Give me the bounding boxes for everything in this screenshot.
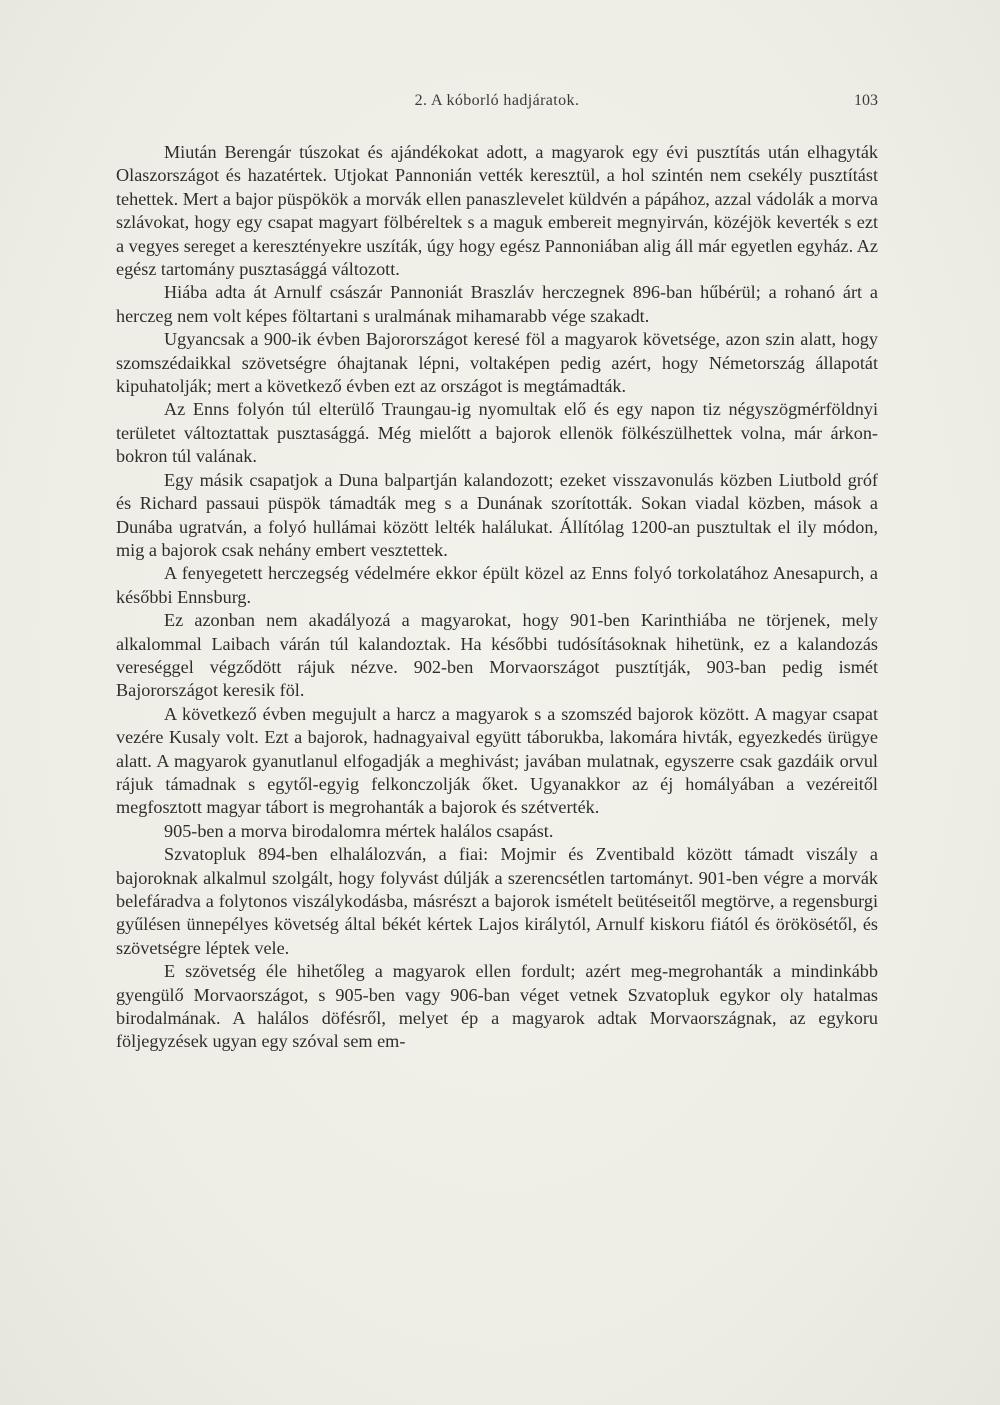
- paragraph: A következő évben megujult a harcz a magyarok s a szomszéd bajorok között. A magyar csapat vezére Kusaly volt. Ezt a bajorok, hadnagyaival együtt táborukba, lakomára hivták, egyezkedés ürügye alatt. A magyarok gyanutlanul elfogadják a meghivást; javában mulatnak, egyszerre csak gazdáik orvul rájuk támadnak s egytől-egyig felkonczolják őket. Ugyanakkor az éj homályában a vezéreitől megfosztott magyar tábort is megrohanták a bajorok és szétverték.: [116, 703, 878, 818]
- paragraph: Egy másik csapatjok a Duna balpartján kalandozott; ezeket visszavonulás közben Liutbold gróf és Richard passaui püspök támadták meg s a Dunának szorították. Sokan viadal közben, mások a Dunába ugratván, a folyó hullámai között lelték halálukat. Állítólag 1200-an pusztultak el ily módon, mig a bajorok csak nehány embert vesztettek.: [116, 469, 878, 560]
- body-text: [116, 141, 878, 1054]
- paragraph: Az Enns folyón túl elterülő Traungau-ig nyomultak elő és egy napon tiz négyszögmérföldnyi területet változtattak pusztasággá. Még mielőtt a bajorok ellenök fölkészülhettek volna, már árkon-bokron túl valának.: [116, 399, 878, 467]
- paragraph: Hiába adta át Arnulf császár Pannoniát Braszláv herczegnek 896-ban hűbérül; a rohanó árt a herczeg nem volt képes föltartani s uralmának mihamarabb vége szakadt.: [116, 282, 878, 326]
- paragraph: Ugyancsak a 900-ik évben Bajorországot keresé föl a magyarok követsége, azon szin alatt, hogy szomszédaikkal szövetségre óhajtanak lépni, voltaképen pedig azért, hogy Németország állapotát kipuhatolják; mert a következő évben ezt az országot is megtámadták.: [116, 329, 878, 397]
- paragraph: A fenyegetett herczegség védelmére ekkor épült közel az Enns folyó torkolatához Anesapurch, a későbbi Ennsburg.: [116, 563, 878, 607]
- page-number: 103: [854, 92, 878, 109]
- paragraph: E szövetség éle hihetőleg a magyarok ellen fordult; azért meg-megrohanták a mindinkább gyengülő Morvaországot, s 905-ben vagy 906-ban véget vetnek Szvatopluk egykor oly hatalmas birodalmának. A halálos döfésről, melyet ép a magyarok adtak Morvaországnak, az egykoru följegyzések ugyan egy szóval sem em-: [116, 961, 878, 1052]
- running-header: [116, 92, 878, 116]
- paragraph: Ez azonban nem akadályozá a magyarokat, hogy 901-ben Karinthiába ne törjenek, mely alkalommal Laibach várán túl kalandoztak. Ha későbbi tudósításoknak hihetünk, ez a kalandozás vereséggel végződött rájuk nézve. 902-ben Morvaországot pusztítják, 903-ban pedig ismét Bajorországot keresik föl.: [116, 610, 878, 701]
- paragraph: 905-ben a morva birodalomra mértek halálos csapást.: [164, 820, 554, 841]
- paragraph: Miután Berengár túszokat és ajándékokat adott, a magyarok egy évi pusztítás után elhagyták Olaszországot és hazatértek. Utjokat Pannonián vették keresztül, a hol szintén nem csekély pusztítást tehettek. Mert a bajor püspökök a morvák ellen panaszlevelet küldvén a pápához, azzal vádolák a morva szlávokat, hogy egy csapat magyart fölbéreltek s a maguk embereit megnyirván, közéjök keverték s ezt a vegyes sereget a keresztényekre uszíták, úgy hogy egész Pannoniában alig áll már egyetlen egyház. Az egész tartomány pusztasággá változott.: [116, 142, 878, 280]
- running-title: 2. A kóborló hadjáratok.: [414, 92, 580, 109]
- paragraph: Szvatopluk 894-ben elhalálozván, a fiai: Mojmir és Zventibald között támadt viszály a bajoroknak alkalmul szolgált, hogy folyvást dúlják a szerencsétlen tartományt. 901-ben végre a morvák belefáradva a folytonos viszálykodásba, másrészt a bajorok ismételt beütéseitől megtörve, a regensburgi gyűlésen ünnepélyes követség által békét kértek Lajos királytól, Arnulf kiskoru fiától és örökösétől, és szövetségre léptek vele.: [116, 844, 878, 958]
